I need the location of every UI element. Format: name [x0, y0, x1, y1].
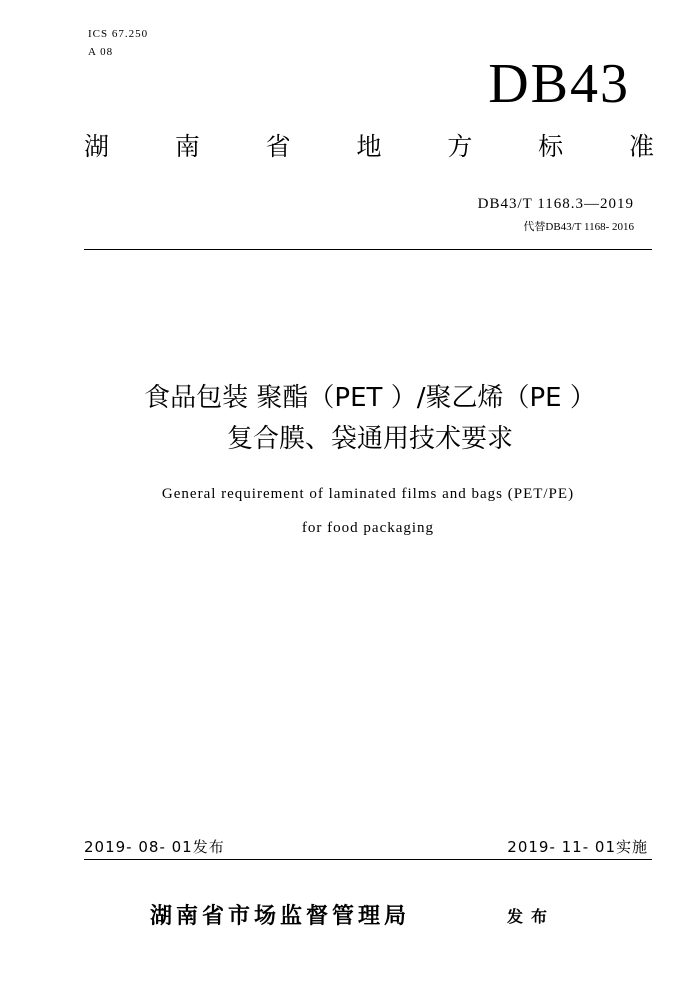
title-zh-line1: 食品包装 聚酯（PET ）/聚乙烯（PE ）	[144, 383, 596, 413]
standard-type-char: 省	[265, 132, 291, 161]
standard-type-char: 准	[628, 132, 654, 161]
standard-type-char: 标	[538, 132, 564, 161]
title-en-line1: General requirement of laminated films and bags (PET/PE)	[161, 486, 575, 502]
title-en-line2: for food packaging	[301, 520, 435, 536]
issuer-name: 湖南省市场监督管理局	[150, 904, 411, 929]
top-divider	[84, 249, 652, 250]
standard-type-char: 南	[174, 132, 200, 161]
title-zh-line2: 复合膜、袋通用技术要求	[226, 424, 513, 454]
replaces-note: 代替DB43/T 1168- 2016	[523, 221, 634, 233]
standard-type	[84, 134, 654, 159]
standard-type-char: 湖	[84, 132, 110, 161]
standard-type-char: 方	[447, 132, 473, 161]
issue-label: 发布	[507, 907, 556, 926]
bottom-divider	[84, 859, 652, 860]
implement-date: 2019- 11- 01实施	[507, 838, 648, 856]
standard-number: DB43/T 1168.3—2019	[477, 196, 634, 212]
standard-code: DB43	[488, 53, 630, 115]
standard-type-char: 地	[356, 132, 382, 161]
publish-date: 2019- 08- 01发布	[84, 838, 225, 856]
ics-code: ICS 67.250	[88, 28, 149, 40]
classification-code: A 08	[88, 46, 114, 58]
